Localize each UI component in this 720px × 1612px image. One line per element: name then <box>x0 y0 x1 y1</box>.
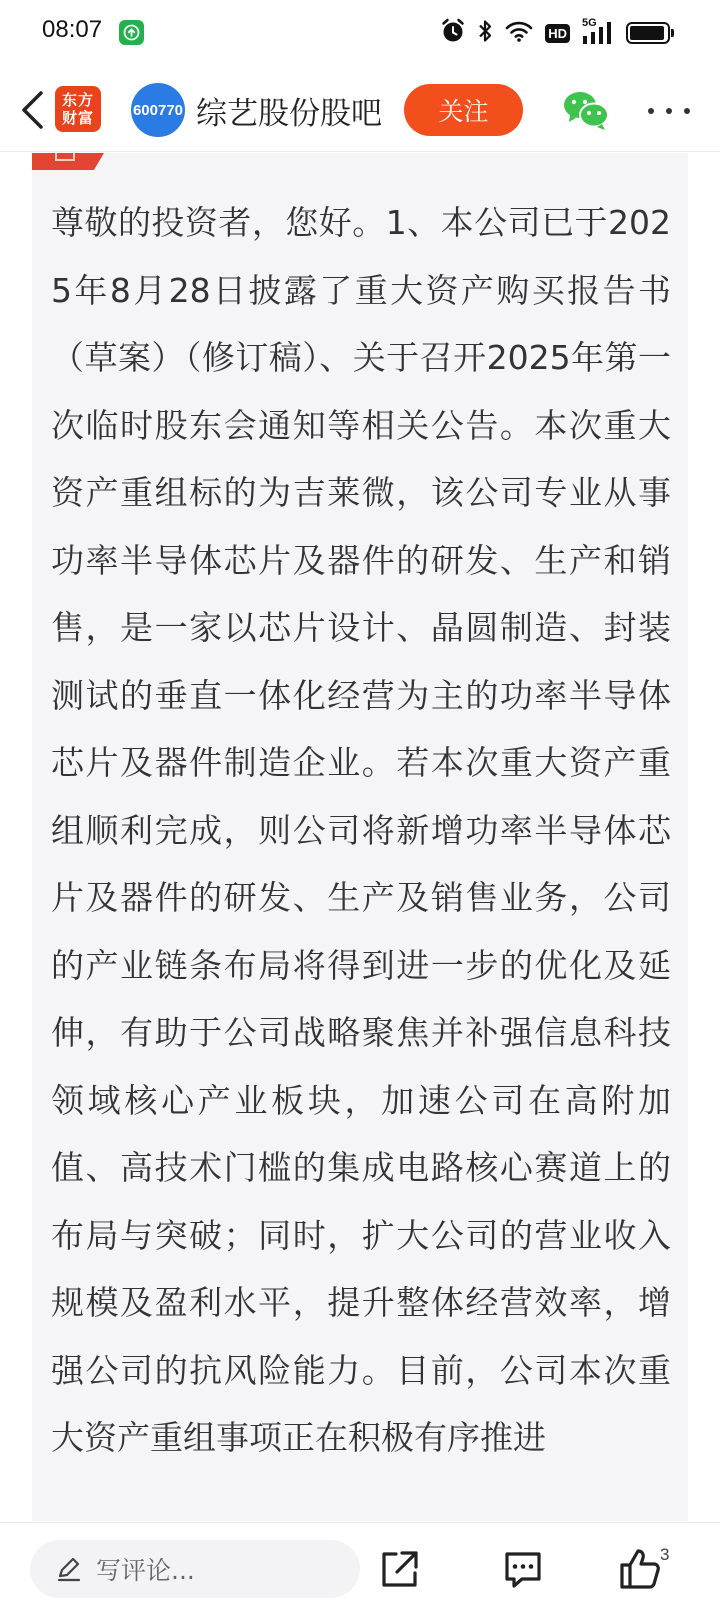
follow-button[interactable]: 关注 <box>404 84 523 136</box>
answer-card <box>32 153 688 1521</box>
share-icon <box>378 1549 420 1591</box>
battery-icon <box>626 22 670 44</box>
comment-icon <box>502 1549 544 1591</box>
page-title[interactable]: 综艺股份股吧 <box>196 96 382 132</box>
bluetooth-icon <box>477 18 493 48</box>
status-icons <box>441 18 670 48</box>
more-icon <box>684 108 690 114</box>
app-logo-text: 东方 财富 <box>61 91 94 127</box>
status-bar <box>0 0 720 66</box>
wechat-icon <box>562 88 610 132</box>
wifi-icon <box>505 20 533 46</box>
answer-text: 尊敬的投资者，您好。1、本公司已于2025年8月28日披露了重大资产购买报告书（草案）（修订稿）、关于召开2025年第一次临时股东会通知等相关公告。本次重大资产重组标的为吉莱微，该公司专业从事功率半导体芯片及器件的研发、生产和销售，是一家以芯片设计、晶圆制造、封装测试的垂直一体化经营为主的功率半导体芯片及器件制造企业。若本次重大资产重组顺利完成，则公司将新增功率半导体芯片及器件的研发、生产及销售业务，公司的产业链条布局将得到进一步的优化及延伸，有助于公司战略聚焦并补强信息科技领域核心产业板块，加速公司在高附加值、高技术门槛的集成电路核心赛道上的布局与突破；同时，扩大公司的营业收入规模及盈利水平，提升整体经营效率，增强公司的抗风险能力。目前，公司本次重大资产重组事项正在积极有序推进 <box>51 203 671 1457</box>
app-logo[interactable] <box>55 86 101 132</box>
status-time: 08:07 <box>42 16 103 43</box>
wechat-share-button[interactable] <box>562 88 610 132</box>
more-button[interactable] <box>648 96 690 126</box>
bottom-bar <box>0 1522 720 1612</box>
alarm-icon <box>441 18 465 48</box>
back-button[interactable] <box>12 86 52 134</box>
more-icon <box>666 108 672 114</box>
stock-code: 600770 <box>132 101 184 119</box>
notification-icon <box>119 20 144 45</box>
stock-avatar[interactable] <box>131 83 185 137</box>
like-count: 3 <box>660 1545 670 1564</box>
network-label: 5G <box>582 17 597 29</box>
back-icon <box>19 90 45 130</box>
comment-input[interactable] <box>30 1540 360 1598</box>
answer-tag-icon <box>32 153 104 170</box>
comment-placeholder: 写评论... <box>96 1556 195 1585</box>
like-button[interactable] <box>618 1547 662 1591</box>
more-icon <box>648 108 654 114</box>
battery-level <box>630 26 664 40</box>
pencil-icon <box>56 1556 82 1582</box>
thumbs-up-icon <box>618 1547 662 1591</box>
hd-badge: HD <box>545 24 570 43</box>
signal-icon <box>582 17 614 46</box>
share-button[interactable] <box>378 1549 420 1591</box>
comments-button[interactable] <box>502 1549 544 1591</box>
header-bar <box>0 70 720 152</box>
